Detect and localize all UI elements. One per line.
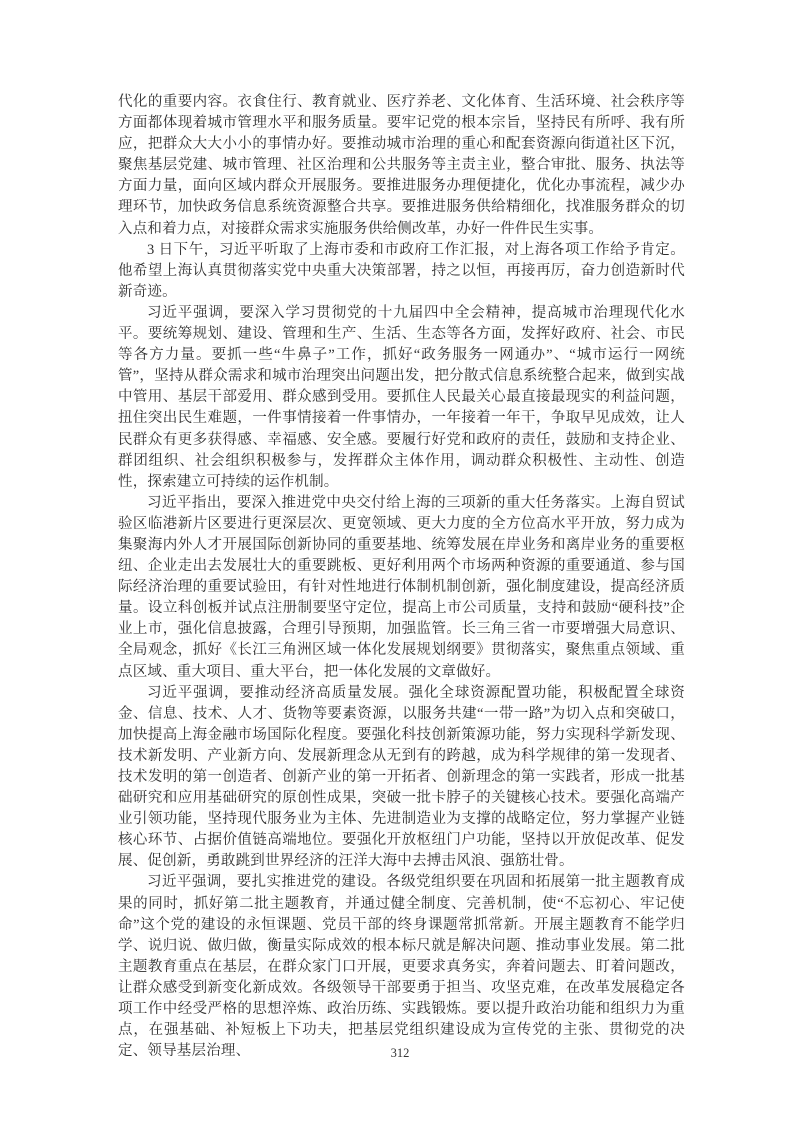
- paragraph: 习近平指出，要深入推进党中央交付给上海的三项新的重大任务落实。上海自贸试验区临港新片区要进行更深层次、更宽领域、更大力度的全方位高水平开放，努力成为集聚海内外人才开展国际创新协同的重要基地、统筹发展在岸业务和离岸业务的重要枢纽、企业走出去发展壮大的重要跳板、更好利用两个市场两种资源的重要通道、参与国际经济治理的重要试验田，有针对性地进行体制机制创新，强化制度建设，提高经济质量。设立科创板并试点注册制要坚守定位，提高上市公司质量，支持和鼓励“硬科技”企业上市，强化信息披露，合理引导预期，加强监管。长三角三省一市要增强大局意识、全局观念，抓好《长江三角洲区域一体化发展规划纲要》贯彻落实，聚焦重点领域、重点区域、重大项目、重大平台，把一体化发展的文章做好。: [118, 494, 685, 680]
- paragraph: 3 日下午，习近平听取了上海市委和市政府工作汇报，对上海各项工作给予肯定。他希望上海认真贯彻落实党中央重大决策部署，持之以恒，再接再厉，奋力创造新时代新奇迹。: [118, 241, 685, 300]
- page-body: [118, 92, 685, 1062]
- paragraph: 习近平强调，要推动经济高质量发展。强化全球资源配置功能，积极配置全球资金、信息、技术、人才、货物等要素资源，以服务共建“一带一路”为切入点和突破口，加快提高上海金融市场国际化程度。要强化科技创新策源功能，努力实现科学新发现、技术新发明、产业新方向、发展新理念从无到有的跨越，成为科学规律的第一发现者、技术发明的第一创造者、创新产业的第一开拓者、创新理念的第一实践者，形成一批基础研究和应用基础研究的原创性成果，突破一批卡脖子的关键核心技术。要强化高端产业引领功能，坚持现代服务业为主体、先进制造业为支撑的战略定位，努力掌握产业链核心环节、占据价值链高端地位。要强化开放枢纽门户功能，坚持以开放促改革、促发展、促创新，勇敢跳到世界经济的汪洋大海中去搏击风浪、强筋壮骨。: [118, 684, 685, 870]
- paragraph: 习近平强调，要扎实推进党的建设。各级党组织要在巩固和拓展第一批主题教育成果的同时，抓好第二批主题教育，并通过健全制度、完善机制，使“不忘初心、牢记使命”这个党的建设的永恒课题、党员干部的终身课题常抓常新。开展主题教育不能学归学、说归说、做归做，衡量实际成效的根本标尺就是解决问题、推动事业发展。第二批主题教育重点在基层，在群众家门口开展，更要求真务实，奔着问题去、盯着问题改，让群众感受到新变化新成效。各级领导干部要勇于担当、攻坚克难，在改革发展稳定各项工作中经受严格的思想淬炼、政治历练、实践锻炼。要以提升政治功能和组织力为重点，在强基础、补短板上下功夫，把基层党组织建设成为宣传党的主张、贯彻党的决定、领导基层治理、: [118, 874, 685, 1060]
- paragraph: 习近平强调，要深入学习贯彻党的十九届四中全会精神，提高城市治理现代化水平。要统筹规划、建设、管理和生产、生活、生态等各方面，发挥好政府、社会、市民等各方力量。要抓一些“牛鼻子”工作，抓好“政务服务一网通办”、“城市运行一网统管”，坚持从群众需求和城市治理突出问题出发，把分散式信息系统整合起来，做到实战中管用、基层干部爱用、群众感到受用。要抓住人民最关心最直接最现实的利益问题，扭住突出民生难题，一件事情接着一件事情办，一年接着一年干，争取早见成效，让人民群众有更多获得感、幸福感、安全感。要履行好党和政府的责任，鼓励和支持企业、群团组织、社会组织积极参与，发挥群众主体作用，调动群众积极性、主动性、创造性，探索建立可持续的运作机制。: [118, 304, 685, 490]
- page-number: 312: [390, 1046, 410, 1060]
- paragraph: 代化的重要内容。衣食住行、教育就业、医疗养老、文化体育、生活环境、社会秩序等方面都体现着城市管理水平和服务质量。要牢记党的根本宗旨，坚持民有所呼、我有所应，把群众大大小小的事情办好。要推动城市治理的重心和配套资源向街道社区下沉，聚焦基层党建、城市管理、社区治理和公共服务等主责主业，整合审批、服务、执法等方面力量，面向区域内群众开展服务。要推进服务办理便捷化，优化办事流程，减少办理环节，加快政务信息系统资源整合共享。要推进服务供给精细化，找准服务群众的切入点和着力点，对接群众需求实施服务供给侧改革，办好一件件民生实事。: [118, 94, 685, 237]
